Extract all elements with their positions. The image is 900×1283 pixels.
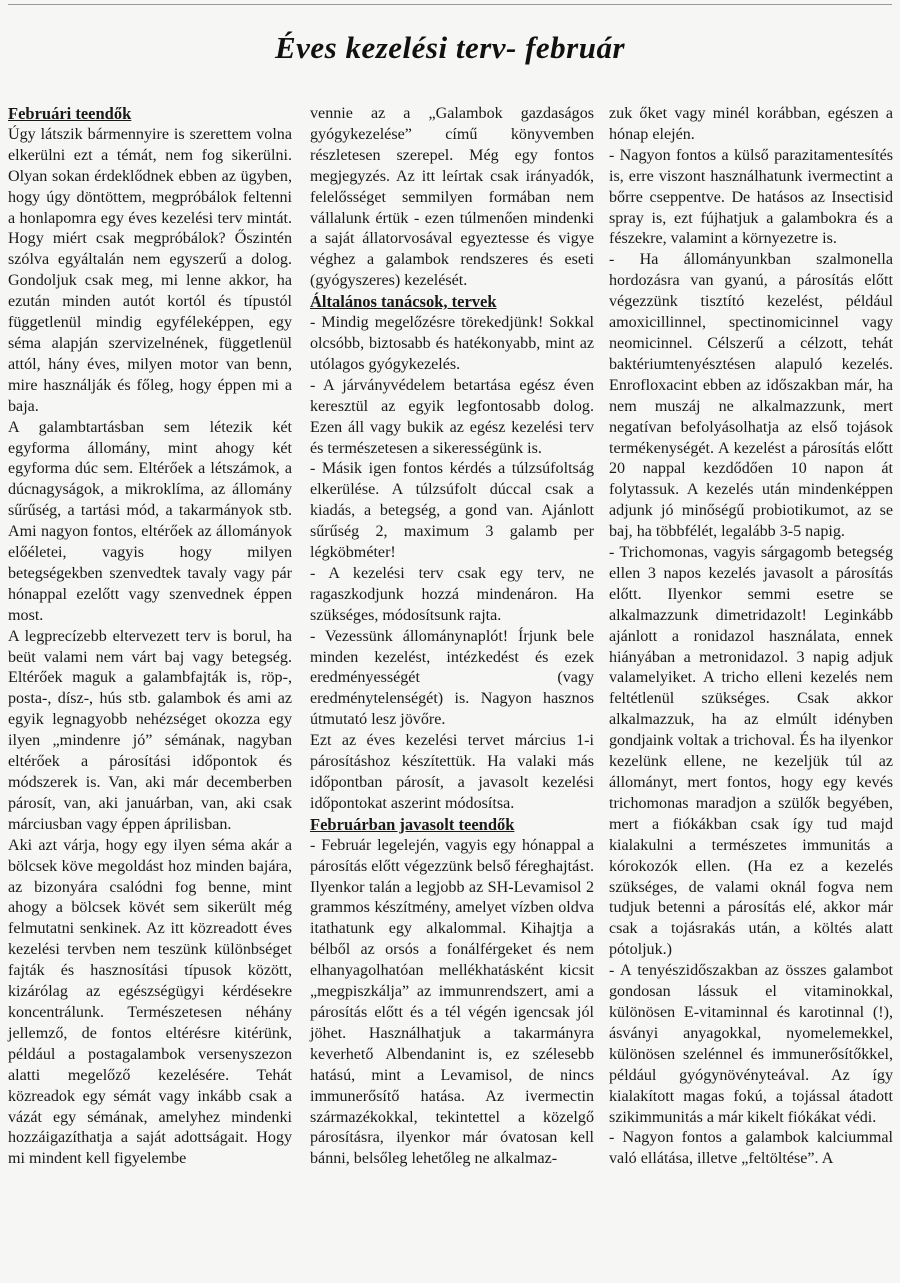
paragraph: - Mindig megelőzésre törekedjünk! Sokkal olcsóbb, biztosabb és hatékonyabb, mint az utólagos gyógykezelés. — [310, 314, 594, 373]
paragraph: - Nagyon fontos a külső parazitamentesítés is, erre viszont használhatunk ivermectint a bőrre cseppentve. De hatásos az Insectisid spray is, ezt fújhatjuk a galambokra és a fészekre, valamint a környezetre is. — [609, 146, 893, 248]
paragraph: A legprecízebb eltervezett terv is borul, ha beüt valami nem várt baj vagy betegség. Eltérőek maguk a galambfajták is, röp-, posta-, dísz-, hús stb. galambok és ami az egyik legnagyobb nehézséget okozza egy ilyen „mindenre jó” sémának, nagyban eltérőek a párosítási időpontok és módszerek is. Van, aki már decemberben párosít, van, aki januárban, van, aki csak márciusban vagy éppen áprilisban. — [8, 627, 292, 833]
paragraph: zuk őket vagy minél korábban, egészen a hónap elején. — [609, 105, 893, 143]
paragraph: - Ha állományunkban szalmonella hordozásra van gyanú, a párosítás előtt végezzünk tisztító kezelést, például amoxicillinnel, spectinomicinnel vagy neomicinnel. Célszerű a célzott, tehát baktériumtenyésztésen alapuló kezelés. Enrofloxacint ebben az időszakban már, ha nem muszáj ne alkalmazzunk, mert negatívan befolyásolhatja az első tojások termékenységét. A kezelést a párosítás előtt 20 nappal kezdődően 10 napon át folytassuk. A kezelés után mindenképpen adjunk jó minőségű probiotikumot, az se baj, ha többfélét, legalább 3-5 napig. — [609, 251, 893, 541]
paragraph: - A tenyészidőszakban az összes galambot gondosan lássuk el vitaminokkal, különösen E-vitaminnal és karotinnal (!), ásványi anyagokkal, nyomelemekkel, különösen szelénnel és immunerősítőkkel, például gyógynövényteával. Az így kialakított magas fokú, a tojással átadott szikimmunitás a már kikelt fiókákat védi. — [609, 962, 893, 1126]
paragraph: - A járványvédelem betartása egész éven keresztül az egyik legfontosabb dolog. Ezen áll vagy bukik az egész kezelési terv és természetesen a sikerességünk is. — [310, 376, 594, 457]
paragraph: - Másik igen fontos kérdés a túlzsúfoltság elkerülése. A túlzsúfolt dúccal csak a kiadás, a betegség, a gond van. Ajánlott sűrűség 2, maximum 3 galamb per légköbméter! — [310, 460, 594, 562]
paragraph: A galambtartásban sem létezik két egyforma állomány, mint ahogy két egyforma dúc sem. Eltérőek a létszámok, a dúcnagyságok, a mikroklíma, az állomány sűrűség, a tartási mód, a takarmányok stb. Ami nagyon fontos, eltérőek az állományok előéletei, vagyis hogy milyen betegségekben szenvedtek tavaly vagy pár hónappal ezelőtt vagy szenvednek éppen most. — [8, 418, 292, 624]
paragraph: vennie az a „Galambok gazdaságos gyógykezelése” című könyvemben részletesen szerepel. Még egy fontos megjegyzés. Az itt leírtak csak irányadók, felelősséget semmilyen formában nem vállalunk értük - ezen túlmenően mindenki a saját állatorvosával egyeztesse és vigye véghez a galambok rendszeres és eseti (gyógyszeres) kezelését. — [310, 105, 594, 290]
paragraph: Ezt az éves kezelési tervet március 1-i párosításhoz készítettük. Ha valaki más időpontban párosít, a javasolt kezelési időpontokat aszerint módosítsa. — [310, 732, 594, 812]
section-heading: Februári teendők — [8, 104, 132, 123]
section-heading: Általános tanácsok, tervek — [310, 292, 497, 312]
paragraph: - Nagyon fontos a galambok kalciummal való ellátása, illetve „feltöltése”. A — [609, 1129, 893, 1168]
column-2 — [310, 104, 594, 1170]
paragraph: Úgy látszik bármennyire is szerettem volna elkerülni ezt a témát, nem fog sikerülni. Olyan sokan érdeklődnek ebben az ügyben, hogy úgy döntöttem, megpróbálok feltenni a honlapomra egy éves kezelési terv mintát. Hogy miért csak megpróbálok? Őszintén szólva egyáltalán nem egyszerű a dolog. Gondoljuk csak meg, mi lenne akkor, ha ezután minden autót kortól és típustól függetlenül mindig egyféleképpen, egy séma alapján szervizelnének, függetlenül attól, hány éves, milyen motor van benn, mire használják és főleg, hogy éppen mi a baja. — [8, 125, 292, 415]
paragraph: Aki azt várja, hogy egy ilyen séma akár a bölcsek köve megoldást hoz minden bajára, az bizonyára csalódni fog benne, mint ahogy a bölcsek kövét sem sikerült még felmutatni senkinek. Az itt közreadott éves kezelési tervben nem teszünk különbséget fajták és hasznosítási típusok között, kizárólag az egészségügyi kérdésekre koncentrálunk. Természetesen néhány jellemző, de fontos eltérésre kitérünk, például a postagalambok versenyszezon alatti megelőző kezelésére. Tehát közreadok egy sémát vagy inkább csak a vázát egy sémának, amelyhez mindenki hozzáigazíthatja a saját adottságait. Hogy mi mindent kell figyelembe — [8, 836, 292, 1168]
section-heading: Februárban javasolt teendők — [310, 814, 515, 834]
column-3 — [609, 104, 893, 1170]
paragraph: - Vezessünk állománynaplót! Írjunk bele minden kezelést, intézkedést és ezek eredményességét (vagy eredménytelenségét) is. Nagyon hasznos útmutató lesz jövőre. — [310, 627, 594, 729]
paragraph: - Trichomonas, vagyis sárgagomb betegség ellen 3 napos kezelés javasolt a párosítás előtt. Ilyenkor semmi esetre se alkalmazzunk dimetridazolt! Leginkább ajánlott a ronidazol használata, ennek hiányában a metronidazol. 3 napig adjuk valamelyiket. A tricho elleni kezelés nem feltétlenül szükséges. Csak akkor alkalmazzuk, ha az elmúlt idényben gondjaink voltak a trichoval. És ha ilyenkor kezelünk ellene, ne kezeljük túl az állományt, mert fontos, hogy egy kevés trichomonas maradjon a szülők begyében, mert a fiókákban csak így tud majd kialakulni a természetes immunitás a kórokozók ellen. (Ha ez a kezelés szükséges, de valami oknál fogva nem tudjuk betenni a párosítás elé, akkor már csak a tojásrakás után, a költés alatt pótoljuk.) — [609, 544, 893, 959]
paragraph: - A kezelési terv csak egy terv, ne ragaszkodjunk hozzá mindenáron. Ha szükséges, módosítsunk rajta. — [310, 564, 594, 624]
top-rule — [8, 4, 892, 5]
page-title: Éves kezelési terv- február — [274, 30, 626, 65]
column-1 — [8, 104, 292, 1170]
paragraph: - Február legelején, vagyis egy hónappal a párosítás előtt végezzünk belső féreghajtást. Ilyenkor talán a legjobb az SH-Levamisol 2 grammos készítmény, amelyet vízben oldva itathatunk egy alkalommal. Kihajtja a bélből az orsós a fonálférgeket és nem elhanyagolhatóan mellékhatásként kicsit „megpiszkálja” az immunrendszert, ami a párosítás előtt és a tél végén igencsak jól jöhet. Használhatjuk a takarmányra keverhető Albendanint is, ez szélesebb hatású, mint a Levamisol, de nincs immunerősítő hatása. Az ivermectin származékokkal, tekintettel a közelgő párosításra, ilyenkor már óvatosan kell bánni, belsőleg lehetőleg ne alkalmaz- — [310, 836, 594, 1168]
